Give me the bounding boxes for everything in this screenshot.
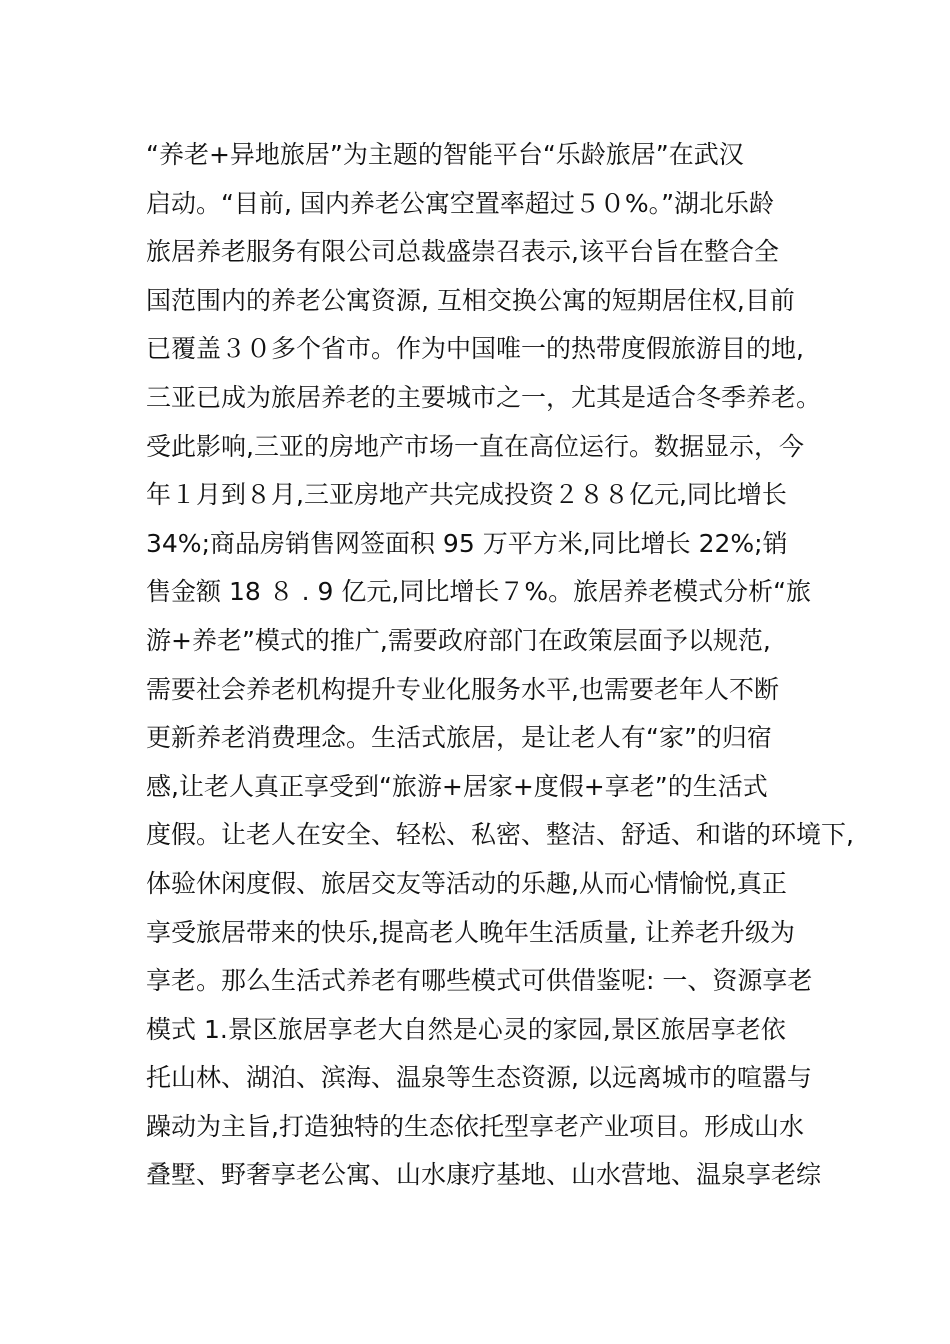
text-line: 体验休闲度假、旅居交友等活动的乐趣,从而心情愉悦,真正	[146, 868, 787, 898]
text-line: 旅居养老服务有限公司总裁盛崇召表示,该平台旨在整合全	[146, 237, 779, 267]
text-line: “养老+异地旅居”为主题的智能平台“乐龄旅居”在武汉	[146, 140, 744, 169]
text-line: 更新养老消费理念。生活式旅居，是让老人有“家”的归宿	[146, 723, 772, 753]
text-line: 度假。让老人在安全、轻松、私密、整洁、舒适、和谐的环境下,	[146, 820, 854, 850]
text-line: 叠墅、野奢享老公寓、山水康疗基地、山水营地、温泉享老综	[146, 1160, 822, 1190]
text-line: 托山林、湖泊、滨海、温泉等生态资源, 以远离城市的喧嚣与	[146, 1063, 812, 1093]
text-line: 模式 1.景区旅居享老大自然是心灵的家园,景区旅居享老依	[146, 1014, 786, 1044]
text-line: 年１月到８月,三亚房地产共完成投资２８８亿元,同比增长	[146, 480, 787, 510]
text-line: 享老。那么生活式养老有哪些模式可供借鉴呢: 一、资源享老	[146, 966, 813, 996]
text-line: 游+养老”模式的推广,需要政府部门在政策层面予以规范,	[146, 625, 771, 655]
text-line: 受此影响,三亚的房地产市场一直在高位运行。数据显示，今	[146, 431, 804, 461]
text-line: 享受旅居带来的快乐,提高老人晚年生活质量, 让养老升级为	[146, 917, 795, 947]
text-line: 售金额 18 ８ . 9 亿元,同比增长７%。旅居养老模式分析“旅	[146, 577, 812, 607]
text-line: 国范围内的养老公寓资源, 互相交换公寓的短期居住权,目前	[146, 285, 795, 315]
body-text	[146, 131, 854, 1200]
text-line: 三亚已成为旅居养老的主要城市之一，尤其是适合冬季养老。	[146, 382, 822, 412]
text-line: 躁动为主旨,打造独特的生态依托型享老产业项目。形成山水	[146, 1111, 804, 1141]
text-line: 启动。“目前, 国内养老公寓空置率超过５０%。”湖北乐龄	[146, 188, 775, 218]
text-line: 需要社会养老机构提升专业化服务水平,也需要老年人不断	[146, 674, 779, 704]
text-line: 34%;商品房销售网签面积 95 万平方米,同比增长 22%;销	[146, 528, 788, 558]
text-line: 感,让老人真正享受到“旅游+居家+度假+享老”的生活式	[146, 771, 768, 801]
text-line: 已覆盖３０多个省市。作为中国唯一的热带度假旅游目的地,	[146, 334, 804, 364]
